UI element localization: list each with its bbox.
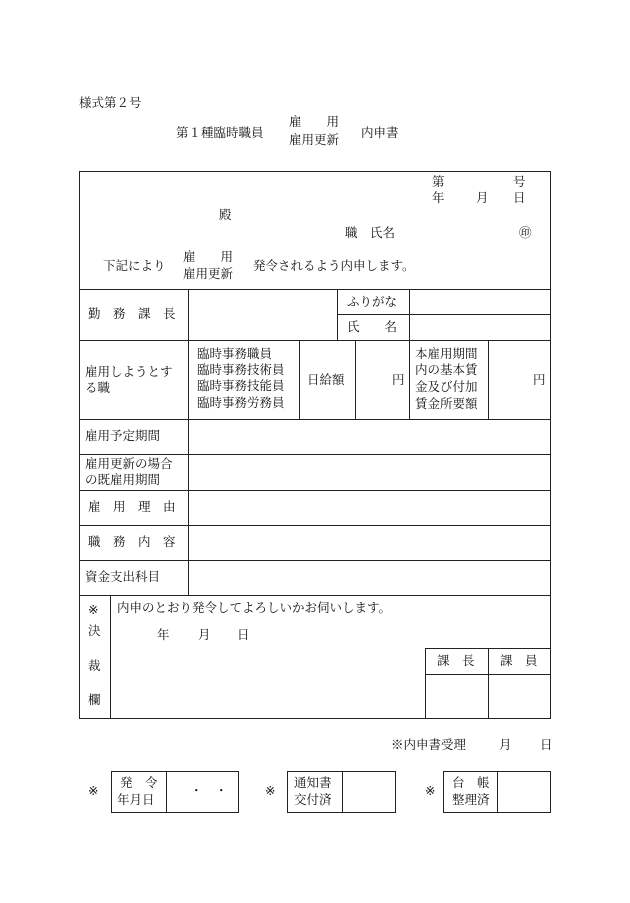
receipt-day: 日 xyxy=(540,737,553,752)
decision-date-day: 日 xyxy=(237,627,250,642)
date-year: 年 xyxy=(432,190,445,205)
period-cost-label: 本雇用期間 xyxy=(415,346,478,361)
decision-date-year: 年 xyxy=(157,627,170,642)
rule xyxy=(488,340,489,419)
statement-option-employment: 雇 用 xyxy=(183,249,234,264)
bottom-mark: ※ xyxy=(88,783,99,798)
date-day: 日 xyxy=(513,190,526,205)
rule xyxy=(79,340,551,341)
renewal-period-label: の既雇用期間 xyxy=(85,472,161,487)
reason-label: 雇 用 理 由 xyxy=(88,499,176,514)
rule xyxy=(425,648,426,719)
rule xyxy=(79,419,551,420)
position-label: る職 xyxy=(85,380,111,395)
rule xyxy=(110,595,111,719)
rule xyxy=(79,595,551,596)
position-option: 臨時事務労務員 xyxy=(197,395,285,410)
rule xyxy=(166,771,167,813)
renewal-period-label: 雇用更新の場合 xyxy=(85,456,173,471)
rule xyxy=(497,771,498,813)
decision-mark: ※ xyxy=(88,602,99,617)
rule xyxy=(355,340,356,419)
number-prefix: 第 xyxy=(432,174,445,189)
planned-period-label: 雇用予定期間 xyxy=(85,428,161,443)
decision-text: 内申のとおり発令してよろしいかお伺いします。 xyxy=(117,600,392,615)
period-cost-yen: 円 xyxy=(533,372,546,387)
ledger-label: 台 帳 xyxy=(452,775,490,790)
duties-label: 職 務 内 容 xyxy=(88,534,176,549)
main-form xyxy=(79,171,551,719)
period-cost-label: 賃金所要額 xyxy=(415,396,478,411)
statement-suffix: 発令されるよう内申します。 xyxy=(253,258,415,273)
bottom-mark: ※ xyxy=(425,783,436,798)
ledger-label: 整理済 xyxy=(452,792,490,807)
title-option-employment: 雇 用 xyxy=(289,114,340,129)
statement-prefix: 下記により xyxy=(103,258,166,273)
rule xyxy=(299,340,300,419)
position-option: 臨時事務技術員 xyxy=(197,362,285,377)
decision-label: 欄 xyxy=(88,692,101,707)
rule xyxy=(342,771,343,813)
rule xyxy=(488,648,489,719)
rule xyxy=(337,314,551,315)
decision-label: 決 xyxy=(88,623,101,638)
expense-label: 資金支出科目 xyxy=(85,569,161,584)
number-suffix: 号 xyxy=(513,174,526,189)
seal-mark: ㊞ xyxy=(519,225,532,240)
rule xyxy=(79,560,551,561)
issue-date-label: 年月日 xyxy=(117,792,155,807)
notice-label: 通知書 xyxy=(294,775,332,790)
position-label: 雇用しようとす xyxy=(85,364,173,379)
period-cost-label: 金及び付加 xyxy=(415,379,478,394)
addressee: 殿 xyxy=(219,207,232,222)
rule xyxy=(409,289,410,340)
bottom-mark: ※ xyxy=(265,783,276,798)
applicant-label: 職 氏名 xyxy=(345,225,396,240)
furigana-label: ふりがな xyxy=(347,294,398,309)
statement-option-renewal: 雇用更新 xyxy=(183,266,234,281)
title-prefix: 第１種臨時職員 xyxy=(176,125,264,140)
manager-label: 勤 務 課 長 xyxy=(88,306,176,321)
date-month: 月 xyxy=(476,190,489,205)
rule xyxy=(79,289,551,290)
issue-date-label: 発 令 xyxy=(120,775,158,790)
rule xyxy=(409,340,410,419)
daily-wage-label: 日給額 xyxy=(307,372,345,387)
rule xyxy=(79,454,551,455)
title-option-renewal: 雇用更新 xyxy=(289,132,340,147)
chief-label: 課 長 xyxy=(437,653,475,668)
daily-wage-yen: 円 xyxy=(392,372,405,387)
position-option: 臨時事務職員 xyxy=(197,346,273,361)
rule xyxy=(337,289,338,340)
staff-label: 課 員 xyxy=(500,653,538,668)
period-cost-label: 内の基本賃 xyxy=(415,362,478,377)
decision-label: 裁 xyxy=(88,658,101,673)
receipt-label: ※内申書受理 xyxy=(391,737,467,752)
receipt-month: 月 xyxy=(499,737,512,752)
name-label: 氏 名 xyxy=(347,319,398,334)
title-suffix: 内申書 xyxy=(361,125,399,140)
rule xyxy=(79,490,551,491)
position-option: 臨時事務技能員 xyxy=(197,378,285,393)
issue-date-value: ・ ・ xyxy=(190,783,228,798)
rule xyxy=(188,289,189,595)
notice-label: 交付済 xyxy=(294,792,332,807)
decision-date-month: 月 xyxy=(198,627,211,642)
rule xyxy=(79,525,551,526)
form-number: 様式第２号 xyxy=(79,95,142,110)
